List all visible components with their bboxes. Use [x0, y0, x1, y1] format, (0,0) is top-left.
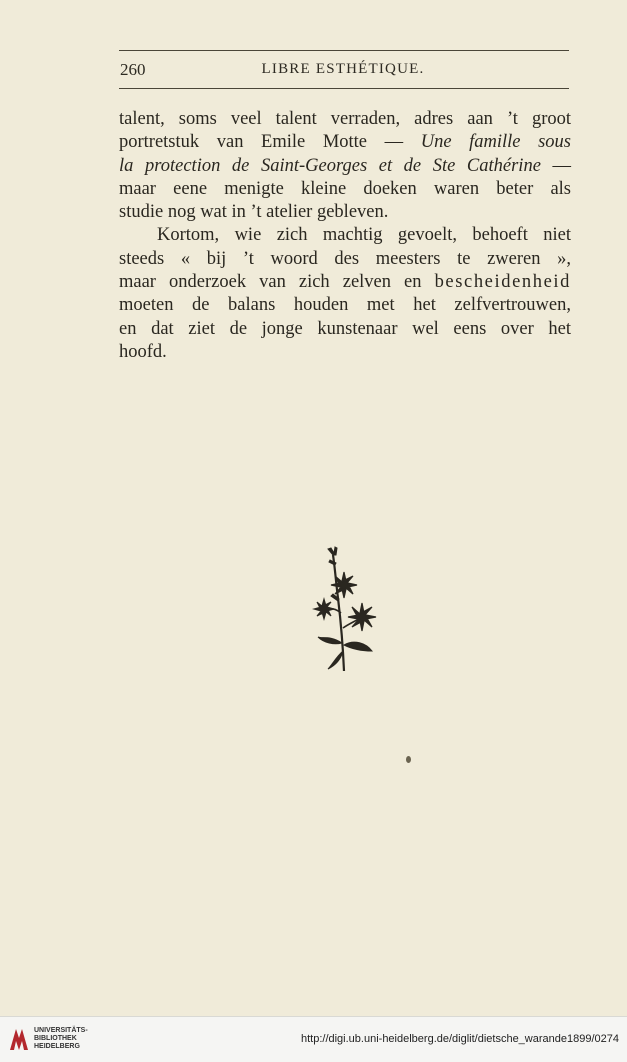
- flower-ornament-icon: [308, 543, 380, 677]
- text-fragment: maar onderzoek van zich zelven en: [119, 272, 435, 293]
- italic-title-fragment: Une famille sous: [420, 132, 571, 153]
- text-line: [119, 271, 571, 294]
- library-name-line: HEIDELBERG: [34, 1043, 80, 1050]
- text-line: hoofd.: [119, 341, 167, 362]
- text-line: [119, 155, 571, 178]
- header-rule-bottom: [119, 88, 569, 89]
- text-line: steeds « bij ’t woord des meesters te zweren »,: [119, 248, 571, 269]
- library-name: [34, 1027, 88, 1051]
- text-line: moeten de balans houden met het zelfvertrouwen,: [119, 295, 571, 316]
- header-rule-top: [119, 50, 569, 51]
- text-line: en dat ziet de jonge kunstenaar wel eens over het: [119, 318, 571, 339]
- italic-title-fragment: la protection de Saint-Georges et de Ste Cathérine: [119, 155, 541, 176]
- university-library-logo-icon: [8, 1026, 30, 1052]
- library-name-line: BIBLIOTHEK: [34, 1035, 77, 1042]
- text-fragment: portretstuk van Emile Motte —: [119, 132, 421, 153]
- text-line: maar eene menigte kleine doeken waren beter als: [119, 178, 571, 199]
- text-line: Kortom, wie zich machtig gevoelt, behoeft niet: [157, 225, 571, 246]
- spaced-word: bescheidenheid: [434, 272, 571, 293]
- page-number: 260: [120, 60, 146, 79]
- text-line: [119, 131, 571, 154]
- body-text: [119, 108, 571, 364]
- digitization-footer: [0, 1016, 627, 1062]
- source-url[interactable]: http://digi.ub.uni-heidelberg.de/diglit/dietsche_warande1899/0274: [300, 1033, 619, 1045]
- text-line: studie nog wat in ’t atelier gebleven.: [119, 202, 389, 223]
- text-fragment: —: [540, 155, 572, 176]
- text-line: talent, soms veel talent verraden, adres aan ’t groot: [119, 109, 571, 129]
- ink-speck: [406, 756, 411, 763]
- running-title: LIBRE ESTHÉTIQUE.: [261, 61, 425, 77]
- library-name-line: UNIVERSITÄTS-: [34, 1027, 88, 1034]
